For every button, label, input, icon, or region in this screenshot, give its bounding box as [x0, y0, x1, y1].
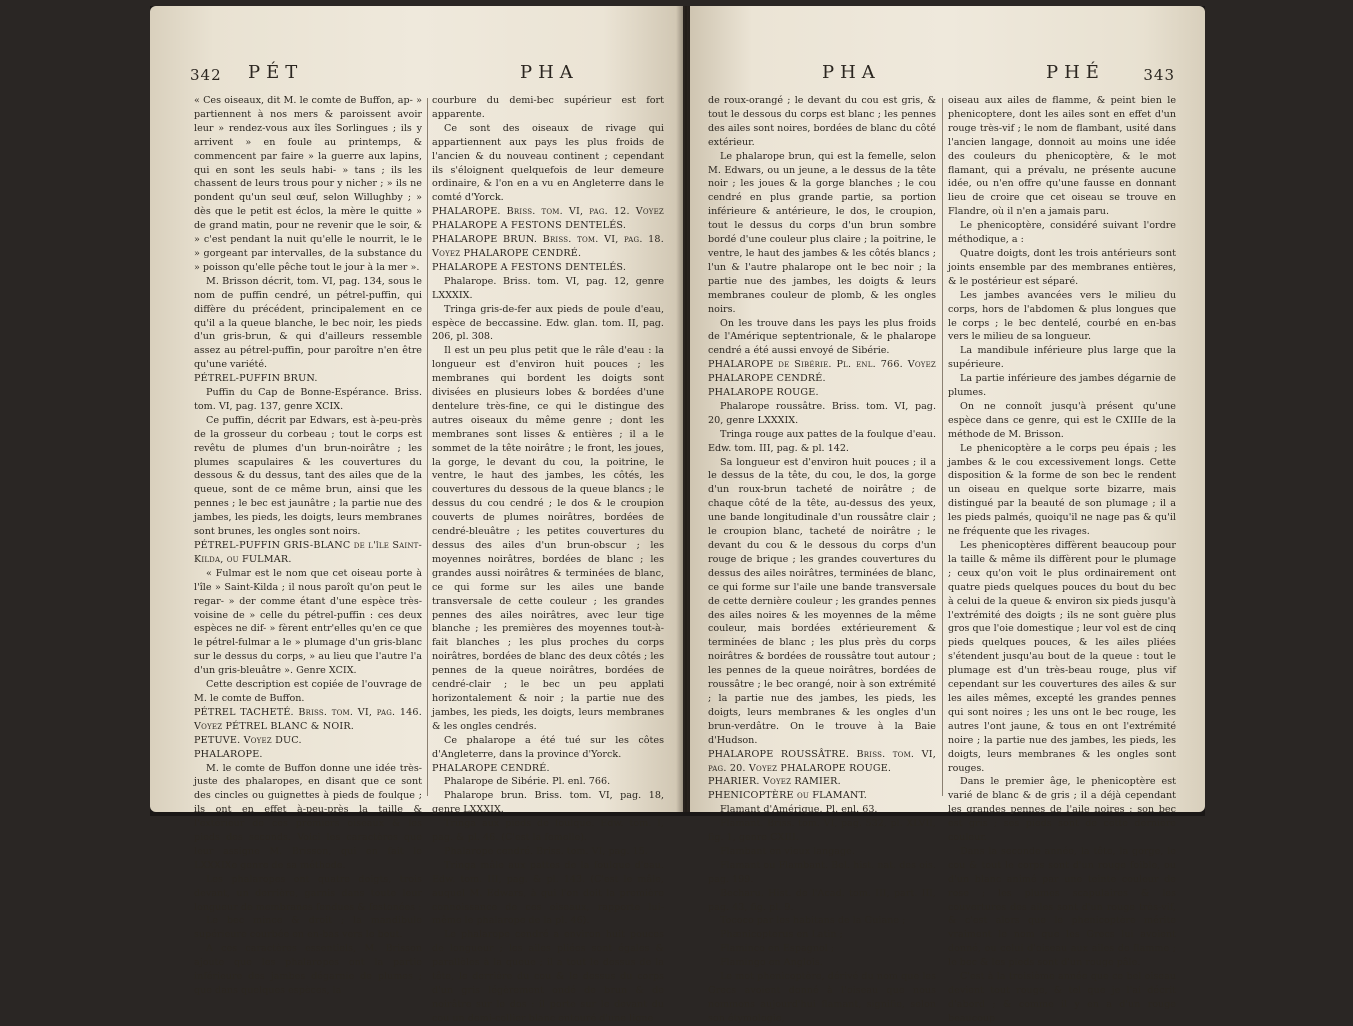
entry-heading: PHALAROPE. — [194, 748, 263, 760]
paragraph: Le bec mince & droit ; la mandibule supérieure courbée en en-bas vers le bout. — [194, 915, 422, 941]
paragraph: Il est un peu plus petit que le râle d'eau : la longueur est d'environ huit pouces ; les membranes qui bordent les doigts sont divisées en plusieurs lobes & bordées d'une dentelure très-fine, ce qui le distingue des autres oiseaux du même genre ; dont les membranes sont lisses & entières ; il a le sommet de la tête noirâtre ; le front, les joues, la gorge, le devant du cou, la poitrine, le ventre, le haut des jambes, les côtés, les couvertures du dessous de la queue blancs ; le dessus du cou cendré ; le dos & le croupion couverts de plumes noirâtres, bordées de cendré-bleuâtre ; les petites couvertures du dessus des ailes d'un brun-obscur ; les moyennes noirâtres, bordées de blanc ; les grandes aussi noirâtres & terminées de blanc, ce qui forme sur les ailes une bande transversale de cette couleur ; les grandes pennes des ailes noirâtres, avec leur tige blanche ; les premières des moyennes tout-à-fait blanches ; les plus proches du corps noirâtres, bordées de blanc des deux côtés ; les pennes de la queue noirâtres, bordées de cendré-clair ; le bec un peu applati horizontalement & noir ; la partie nue des jambes, les pieds, les doigts, leurs membranes & les ongles cendrés. — [432, 345, 664, 732]
paragraph: M. le comte de Buffon donne une idée très-juste des phalaropes, en disant que ce sont des cincles ou guignettes à pieds de foulque ; ils ont en effet à-peu-près la taille & l'extérieur de ces premiers oiseaux & les pieds des seconds. Voici les caractères que leur assigne M. Brisson, qui en fait le LXXXIXe genre de sa méthode. — [194, 762, 422, 871]
entry-heading: PHARIER. Voyez RAMIER. — [708, 776, 841, 788]
paragraph: Phalarope. Briss. tom. VI, pag. 12, genre LXXXIX. — [432, 275, 664, 301]
paragraph: Tringa aux pieds de foulque. Edw. tom. I, pag. & pl. 46. (C'est la femelle). — [432, 818, 664, 844]
paragraph: Les phalaropes ont quatre doigts, trois devant, un derrière, garnis dans toute leur longueur de membranes fendues & festonées : — [194, 873, 422, 913]
paragraph: Le phalarope cendré a environ huit pouces de longueur ; les ailes pliées sont égales & parallèles à la queue ; il a tout le dessus de la tête, le derrière du cou & le dessus du corps d'un gris légèrement ondé de brun & de noirâtre sur le dos : il porte sur le devant du cou un demi-collier blanc entouré d'une ligne — [432, 929, 664, 1024]
paragraph: On ne connoît jusqu'à présent qu'une espèce dans ce genre, qui est le CXIIIe de la méthode de M. Brisson. — [948, 400, 1176, 440]
paragraph: Becharu. Hist. de l'Acad. tom. III, part. III, pag. 43, fig. pl. 9. — [708, 887, 936, 913]
entry-heading: PHENICOPTÈRE ou FLAMANT. — [708, 790, 867, 802]
paragraph: Phalarope de Sibérie. Pl. enl. 766. — [444, 776, 611, 788]
text-column — [194, 94, 422, 996]
open-book — [150, 6, 1205, 1024]
right-page — [690, 6, 1205, 1024]
text-column — [948, 94, 1176, 1024]
entry-heading: PETUVE. Voyez DUC. — [194, 734, 302, 746]
entry-heading: PHALAROPE. Briss. tom. VI, pag. 12. Voyez PHALAROPE A FESTONS DENTELÉS. — [432, 206, 664, 232]
running-head-word: PHÉ — [1046, 62, 1105, 83]
entry-heading: PHALAROPE A FESTONS DENTELÉS. — [432, 261, 627, 273]
running-head-word: PHA — [822, 62, 881, 83]
paragraph: Sa longueur est d'environ huit pouces ; il a le dessus de la tête, du cou, le dos, la gorge d'un roux-brun tacheté de noirâtre ; de chaque côté de la tête, au-dessus des yeux, une bande longitudinale d'un roussâtre clair ; le croupion blanc, tacheté de noirâtre ; le devant du cou & le dessous du corps d'un rouge de brique ; les grandes couvertures du dessus des ailes noirâtres, terminées de blanc, ce qui forme sur l'aile une bande transversale de cette dernière couleur ; les grandes pennes des ailes noires & les moyennes de la même couleur, mais bordées extérieurement & terminées de blanc ; les plus près du corps noirâtres & bordées de roussâtre tout autour ; les pennes de la queue noirâtres, bordées de roussâtre ; le bec orangé, noir à son extrémité ; la partie nue des jambes, les pieds, les doigts, leurs membranes & les ongles d'un brun-verdâtre. On le trouve à la Baie d'Hudson. — [708, 456, 936, 746]
paragraph: Flamant. Briss. tom. VI, pag. 532, pl. XLVII, fig. 1, genre CXIII. — [708, 818, 936, 844]
paragraph: « Ces oiseaux, dit M. le comte de Buffon, ap- » partiennent à nos mers & paroissent avoir leur » rendez-vous aux îles Sorlingues ; ils y arrivent » en foule au printemps, & commencent par faire » la guerre aux lapins, qui en sont les seuls habi- » tans ; ils les chassent de leurs trous pour y nicher ; » ils ne pondent qu'un seul œuf, selon Willughby ; » dès que le petit est éclos, la mère le quitte » de grand matin, pour ne revenir que le soir, & » c'est pendant la nuit qu'elle le nourrit, le le » gorgeant par intervalles, de la substance du » poisson qu'elle pêche tout le jour à la mer ». — [194, 95, 422, 273]
text-column — [708, 94, 936, 1024]
paragraph: Tringa gris-de-fer aux pieds de poule d'eau, espèce de beccassine. Edw. glan. tom. II, pag. 206, pl. 308. — [432, 303, 664, 343]
entry-heading: PHALAROPE ROUSSÂTRE. Briss. tom. VI, pag. 20. Voyez PHALAROPE ROUGE. — [708, 748, 936, 774]
running-head-word: PÉT — [248, 62, 304, 83]
entry-heading: PÉTREL TACHETÉ. Briss. tom. VI, pag. 146. Voyez PÉTREL BLANC & NOIR. — [194, 706, 422, 732]
paragraph: La partie inférieure des jambes dégarnie de plumes. — [948, 373, 1176, 399]
left-running-head — [190, 54, 663, 84]
paragraph: Flambant en vieux langage. — [720, 845, 855, 857]
paragraph: Ce sont des oiseaux de rivage qui appartiennent aux pays les plus froids de l'ancien & du nouveau continent ; cependant ils s'éloignent quelquefois de leur demeure ordinaire, & l'on en a vu en Angleterre dans le comté d'Yorck. — [432, 122, 664, 204]
paragraph: Ce phalarope a été tué sur les côtes d'Angleterre, dans la province d'Yorck. — [432, 734, 664, 760]
paragraph: Ce puffin, décrit par Edwars, est à-peu-près de la grosseur du corbeau ; tout le corps est revêtu de plumes d'un brun-noirâtre ; les plumes scapulaires & les couvertures du dessous & du dessus, tant des ailes que de la queue, sont de ce même brun, ainsi que les pennes ; le bec est jaunâtre ; la partie nue des jambes, les pieds, les doigts, leurs membranes sont brunes, les ongles sont noirs. — [194, 414, 422, 538]
paragraph: A ces caractères essentiels, M. Brisson ajoute que les phalaropes ont la partie inférieure des jambes dégarnie de plumes ; que dans quelques espèces, la — [194, 943, 422, 996]
paragraph: Puffin du Cap de Bonne-Espérance. Briss. tom. VI, pag. 137, genre XCIX. — [194, 387, 422, 412]
paragraph: Les jambes avancées vers le milieu du corps, hors de l'abdomen & plus longues que le corps ; le bec dentelé, courbé en en-bas vers le milieu de sa longueur. — [948, 289, 1176, 343]
entry-heading: PHALAROPE CENDRÉ. — [432, 762, 550, 774]
entry-heading: PHALAROPE de Sibérie. Pl. enl. 766. Voyez PHALAROPE CENDRÉ. — [708, 359, 936, 385]
column-rule — [427, 98, 428, 796]
paragraph: Tococo par les habitans de la Guiane ; — [720, 915, 906, 927]
paragraph: Phalarope roussâtre. Briss. tom. VI, pag. 20, genre LXXXIX. — [708, 400, 936, 426]
paragraph: On les trouve dans les pays les plus froids de l'Amérique septentrionale, & le phalarope cendré a été aussi envoyé de Sibérie. — [708, 317, 936, 357]
paragraph: La mandibule inférieure plus large que la supérieure. — [948, 345, 1176, 371]
paragraph: « Fulmar est le nom que cet oiseau porte à l'île » Saint-Kilda ; il nous paroît qu'on peut le regar- » der comme étant d'une espèce très-voisine de » celle du pétrel-puffin : ces deux espèces ne dif- » fèrent entr'elles qu'en ce que le pétrel-fulmar a le » plumage d'un gris-blanc sur le dessus du corps, » au lieu que l'autre l'a d'un gris-bleuâtre ». Genre XCIX. — [194, 567, 422, 677]
entry-heading: PÉTREL-PUFFIN GRIS-BLANC de l'île Saint-Kilda, ou FULMAR. — [194, 540, 422, 565]
paragraph: M. Brisson décrit, tom. VI, pag. 134, sous le nom de puffin cendré, un pétrel-puffin, qui diffère du précédent, principalement en ce qu'il a la queue blanche, le bec noir, les pieds d'un gris-brun, & qui d'ailleurs ressemble assez au pétrel-puffin, pour paroître n'en être qu'une variété. — [194, 275, 422, 371]
paragraph: de roux-orangé ; le devant du cou est gris, & tout le dessous du corps est blanc ; les pennes des ailes sont noires, bordées de blanc du côté extérieur. — [708, 95, 936, 148]
running-head-word: PHA — [520, 62, 579, 83]
paragraph: Dans le premier âge, le phenicoptère est varié de blanc & de gris ; il a déjà cependant les grandes pennes de l'aile noires ; son bec est gris ; ses pieds sont de cette dernière couleur. — [948, 776, 1176, 844]
paragraph: Phalarope brun. Briss. tom. VI, pag. 18, genre LXXXIX. — [432, 790, 664, 816]
paragraph: Le phalarope brun, qui est la femelle, selon M. Edwars, ou un jeune, a le dessus de la tête noir ; les joues & la gorge blanches ; le cou cendré en plus grande partie, sa portion inférieure & antérieure, le dos, le croupion, tout le dessus du corps d'un brun sombre bordé d'une couleur plus claire ; la poitrine, le ventre, le haut des jambes & les côtés blancs ; l'un & l'autre phalarope ont le bec noir ; la partie nue des jambes, les doigts & leurs membranes couleur de plomb, & les ongles noirs. — [708, 150, 936, 315]
entry-heading: PÉTREL-PUFFIN BRUN. — [194, 373, 318, 385]
column-rule — [942, 98, 943, 796]
paragraph: Flaminco en Espagnol ; — [720, 943, 835, 955]
paragraph: Les phenicoptères diffèrent beaucoup pour la taille & même ils diffèrent pour le plumage ; ceux qu'on voit le plus ordinairement ont quatre pieds quelques pouces du bout du bec à celui de la queue & environ six pieds jusqu'à l'extrémité des doigts ; ils ne sont guère plus gros que l'oie domestique ; leur vol est de cinq pieds quelques pouces, & les ailes pliées s'étendent jusqu'au bout de la queue : tout le plumage est d'un très-beau rouge, plus vif cependant sur les couvertures des ailes & sur les ailes mêmes, excepté les grandes pennes qui sont noires ; les uns ont le bec rouge, les autres l'ont jaune, & tous en ont l'extrémité noire ; la partie nue des jambes, les pieds, les doigts, leurs membranes & les ongles sont rouges. — [948, 540, 1176, 774]
paragraph: Quatre doigts, dont les trois antérieurs sont joints ensemble par des membranes entières, & le postérieur est séparé. — [948, 247, 1176, 287]
paragraph: Flamant d'Amérique. Pl. enl. 63. — [720, 804, 878, 816]
paragraph: Phænicopterus en Latin ; — [720, 929, 843, 941]
paragraph: Cette description est copiée de l'ouvrage de M. le comte de Buffon. — [194, 679, 422, 704]
paragraph: C'est à la troisième année que ce bel oiseau devient tout rouge, & tel que je l'ai décrit d'abord ; & comme il y en a d'un rouge beaucoup — [948, 971, 1176, 1024]
page-number: 343 — [1143, 66, 1175, 84]
paragraph: courbure du demi-bec supérieur est fort apparente. — [432, 95, 664, 120]
paragraph: Flamingo en Anglois. — [720, 957, 823, 969]
paragraph: Phalarope cendré. Briss. tom. VI, pag. 15. — [444, 845, 648, 857]
paragraph: Le phenicoptère, considéré suivant l'ordre méthodique, a : — [948, 220, 1176, 246]
left-page — [150, 6, 683, 1024]
entry-heading: PHALAROPE ROUGE. — [708, 387, 819, 399]
paragraph: Le mot phenicoptère, dérivé du nom que les Grecs avoient donné à l'oiseau que nous nommons aujourd'hui flamant, signifie, selon son étymologie, — [708, 971, 936, 1024]
right-running-head — [710, 54, 1175, 84]
paragraph: Tringa rouge aux pattes de la foulque d'eau. Edw. tom. III, pag. & pl. 142. — [708, 428, 936, 454]
paragraph: Dans la seconde année, la tête, la gorge, le cou & tout le corps sont d'un rouge foible, ou d'un blanc animé par une teinte couleur de rose ; les plumes scapulaires & les couvertures des ailes sont d'un rouge très-vif, & c'est alors que le phenicoptère mérite vraiment le nom que les Grecs lui avoient donné, ou celui d'oiseau aux ailes de flamme ; le bec & les pieds sont d'un rouge pâle. — [948, 845, 1176, 969]
paragraph: oiseau aux ailes de flamme, & peint bien le phenicoptere, dont les ailes sont en effet d'un rouge très-vif ; le nom de flambant, usité dans l'ancien langage, donnoit au moins une idée des couleurs du phenicoptère, & le mot flamant, qui a prévalu, ne présente aucune idée, ou n'en offre qu'une fausse en donnant lieu de croire que cet oiseau se trouve en Flandre, où il n'en a jamais paru. — [948, 95, 1176, 218]
paragraph: Le phenicoptère a le corps peu épais ; les jambes & le cou excessivement longs. Cette disposition & la forme de son bec le rendent un oiseau en quelque sorte bizarre, mais distingué par la beauté de son plumage ; il a les pieds palmés, quoiqu'il ne nage pas & qu'il ne fréquente que les rivages. — [948, 442, 1176, 538]
entry-heading: PHALAROPE BRUN. Briss. tom. VI, pag. 18. Voyez PHALAROPE CENDRÉ. — [432, 234, 664, 259]
paragraph: Tringa mâle aux pattes de la foulque d'eau. Edw. tom. III, pag. & pl. 143. (C'est le mâle, auquel M. Edwars, à qui l'on doit la première connoissance de ces oiseaux, rapporte lui-même le phalarope de la pl. 46). — [432, 859, 664, 927]
paragraph: Flamant ou Flambant. Bel. hist. nat. des ois. pag. 199. — [708, 859, 936, 885]
text-column — [432, 94, 664, 1024]
page-number: 342 — [190, 66, 222, 84]
